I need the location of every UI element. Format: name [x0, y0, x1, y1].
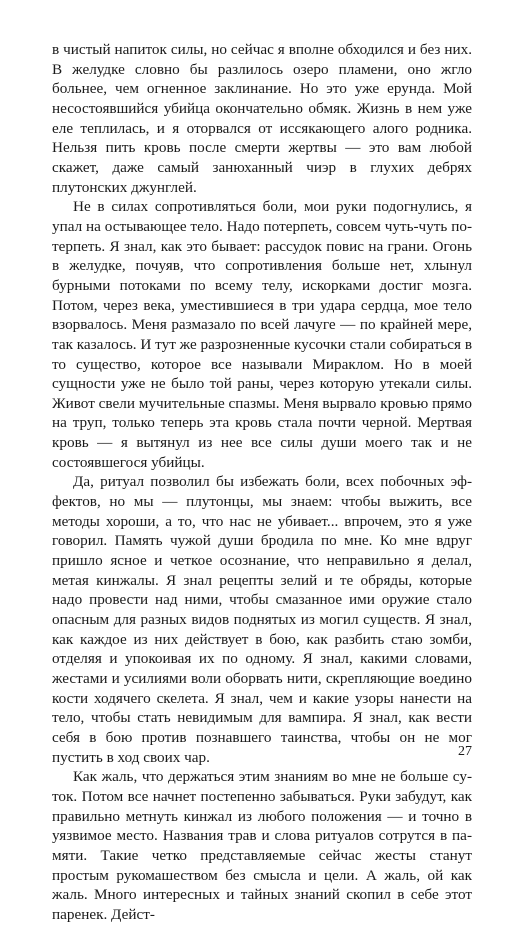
body-text [52, 40, 472, 925]
paragraph: Как жаль, что держаться этим знаниям во мне не больше суток. Потом все начнет постепенно забываться. Руки забудут, как правильно метнуть кинжал из любого положения — и точно в уязвимое место. Названия трав и слова ритуалов сотрутся в памяти. Такие четко представляемые сейчас жесты станут простым рукомашеством без смысла и цели. А жаль, ой как жаль. Много интересных и тайных знаний скопил в себе этот паренек. Дейст- [52, 768, 472, 923]
paragraph: в чистый напиток силы, но сейчас я вполне обходился и без них. В желудке словно бы разлилось озеро пламени, оно жгло больнее, чем огненное заклинание. Но это уже ерунда. Мой несостоявшийся убийца окончательно обмяк. Жизнь в нем уже еле теплилась, и я оторвался от иссякающего алого родника. Нельзя пить кровь после смерти жертвы — это вам любой скажет, даже самый занюханный чиэр в глухих дебрях плутонских джунглей. [52, 41, 472, 196]
page-number: 27 [458, 744, 472, 759]
paragraph: Да, ритуал позволил бы избежать боли, всех побочных эффектов, но мы — плутонцы, мы знаем: чтобы выжить, все методы хороши, а то, что нас не убивает... впрочем, это я уже говорил. Память чужой души бродила по мне. Ко мне вдруг пришло ясное и четкое осознание, что неправильно я делал, метая кинжалы. Я знал рецепты зелий и те обряды, которые надо провести над ними, чтобы смазанное ими оружие стало опасным для разных видов поднятых из могил существ. Я знал, как каждое из них действует в бою, как разбить стаю зомби, отделяя и упокоивая их по одному. Я знал, какими словами, жестами и усилиями воли оборвать нити, скрепляющие воедино кости ходячего скелета. Я знал, чем и какие узоры нанести на тело, чтобы стать невидимым для вампира. Я знал, как вести себя в бою против познавшего таинства, чтобы он не мог пустить в ход своих чар. [52, 473, 472, 766]
paragraph: Не в силах сопротивляться боли, мои руки подогнулись, я упал на остывающее тело. Надо потерпеть, совсем чуть-чуть потерпеть. Я знал, как это бывает: рассудок повис на грани. Огонь в желудке, почуяв, что сопротивления больше нет, хлынул бурными потоками по всему телу, искорками достиг мозга. Потом, через века, уместившиеся в три удара сердца, мое тело взорвалось. Меня размазало по всей лачуге — по крайней мере, так казалось. И тут же разрозненные кусочки стали собираться в то существо, которое все называли Мираклом. Но в моей сущности уже не было той раны, через которую утекали силы. Живот свели мучительные спазмы. Меня вырвало кровью прямо на труп, только теперь эта кровь стала почти черной. Мертвая кровь — я вытянул из нее все силы души моего так и не состоявшегося убийцы. [52, 198, 472, 471]
